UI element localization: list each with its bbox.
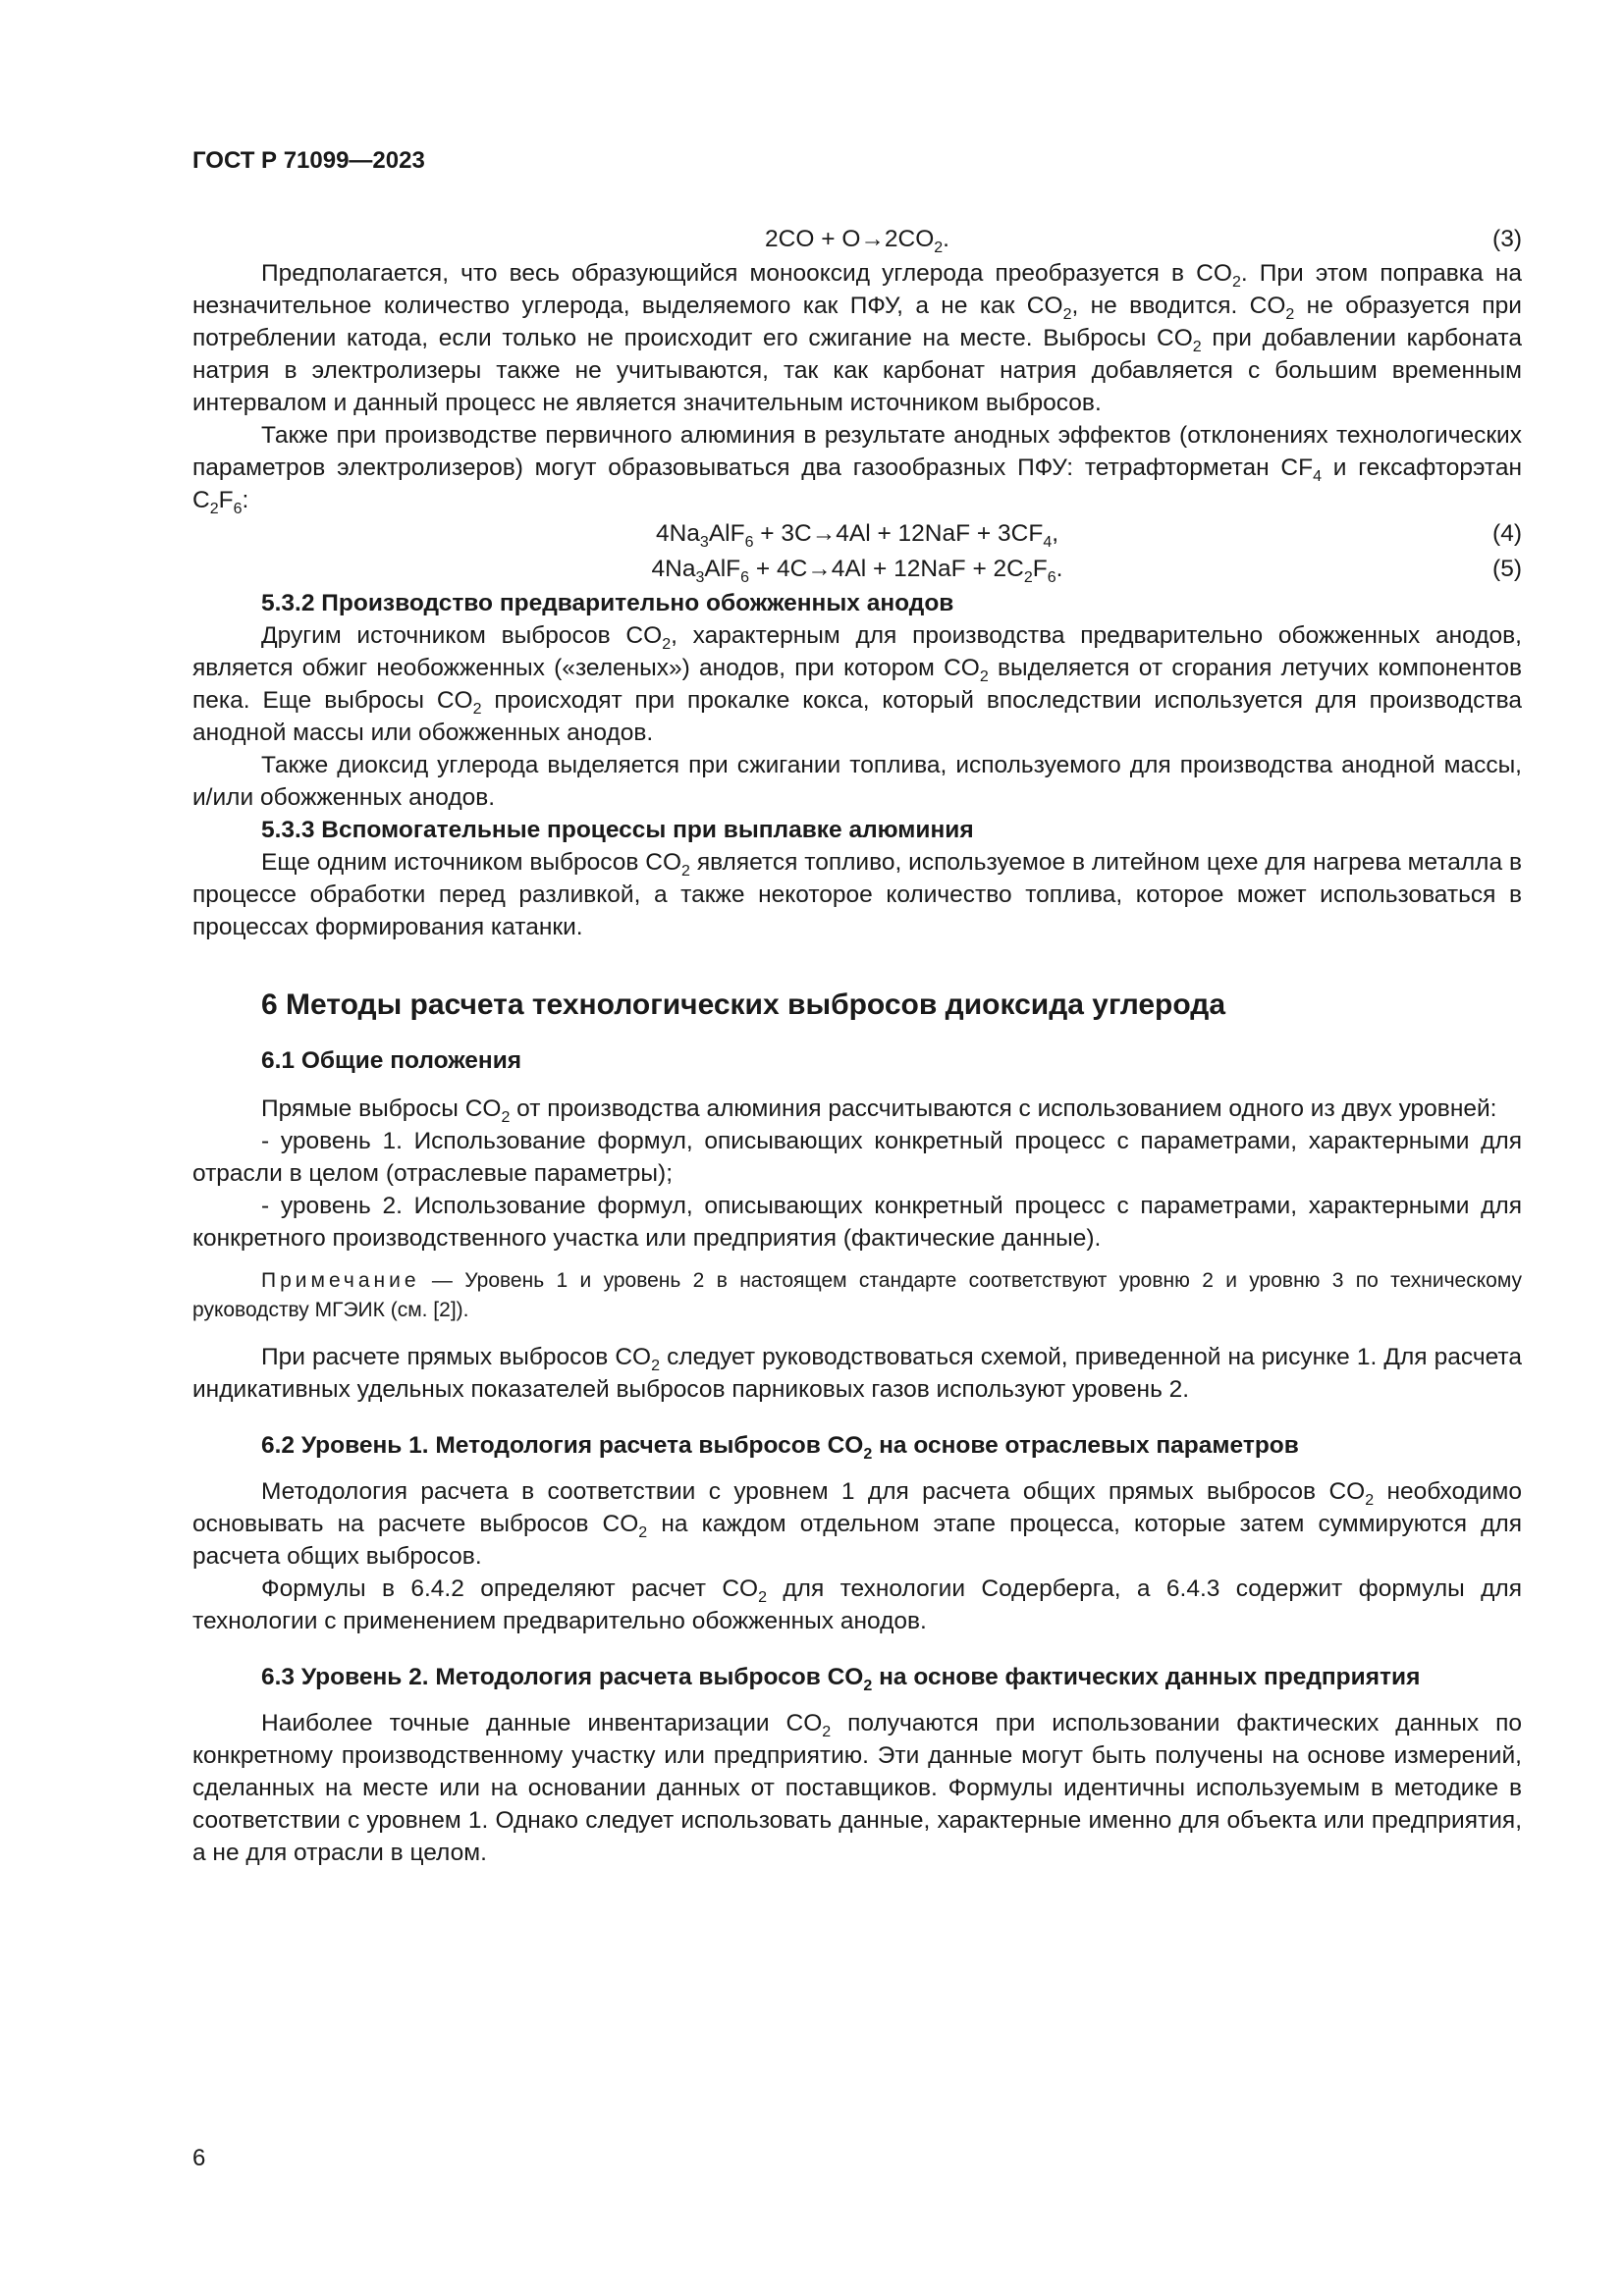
section-heading-6: 6 Методы расчета технологических выбросов диоксида углерода: [261, 988, 1226, 1021]
formula-number: (5): [1492, 556, 1522, 582]
paragraph: Также диоксид углерода выделяется при сжигании топлива, используемого для производства анодной массы, и/или обожженных анодов.: [192, 752, 1522, 811]
subsection-heading-5-3-3: 5.3.3 Вспомогательные процессы при выплавке алюминия: [261, 817, 974, 843]
paragraph: Другим источником выбросов $CO_2$, характерным для производства предварительно обожженных анодов, является обжиг необожженных («зеленых») анодов, при котором $CO_2$ выделяется от сгорания летучих компонентов пека. Еще выбросы $CO_2$ происходят при прокалке кокса, который впоследствии используется для производства анодной массы или обожженных анодов.: [192, 622, 1522, 746]
formula-expression: $4Na_3AlF_6 + 4C\to 4Al + 12NaF + 2C_2F_6$.: [651, 556, 1063, 586]
list-item: - уровень 2. Использование формул, описывающих конкретный процесс с параметрами, характерными для конкретного производственного участка или предприятия (фактические данные).: [192, 1193, 1522, 1252]
formula-number: (3): [1492, 226, 1522, 252]
formula-3: [192, 222, 1522, 257]
note-label: Примечание: [261, 1269, 420, 1292]
subsection-heading-5-3-2: 5.3.2 Производство предварительно обожженных анодов: [261, 590, 954, 616]
page-content: [192, 222, 1522, 1869]
subsection-heading-6-1: 6.1 Общие положения: [261, 1047, 522, 1074]
subsection-heading-6-2: 6.2 Уровень 1. Методология расчета выбросов $CO_2$ на основе отраслевых параметров: [261, 1432, 1299, 1463]
paragraph: Предполагается, что весь образующийся монооксид углерода преобразуется в $CO_2$. При этом поправка на незначительное количество углерода, выделяемого как ПФУ, а не как $CO_2$, не вводится. $CO_2$ не образуется при потреблении катода, если только не происходит его сжигание на месте. Выбросы $CO_2$ при добавлении карбоната натрия в электролизеры также не учитываются, так как карбонат натрия добавляется с большим временным интервалом и данный процесс не является значительным источником выбросов.: [192, 260, 1522, 416]
paragraph: Наиболее точные данные инвентаризации $CO_2$ получаются при использовании фактических данных по конкретному производственному участку или предприятию. Эти данные могут быть получены на основе измерений, сделанных на месте или на основании данных от поставщиков. Формулы идентичны используемым в методике в соответствии с уровнем 1. Однако следует использовать данные, характерные именно для объекта или предприятия, а не для отрасли в целом.: [192, 1710, 1522, 1866]
formula-number: (4): [1492, 520, 1522, 547]
document-header: ГОСТ Р 71099—2023: [192, 147, 425, 174]
formula-expression: $4Na_3AlF_6 + 3C\to 4Al + 12NaF + 3CF_4$,: [655, 520, 1059, 551]
list-item: - уровень 1. Использование формул, описывающих конкретный процесс с параметрами, характерными для отрасли в целом (отраслевые параметры);: [192, 1128, 1522, 1187]
paragraph: Прямые выбросы $CO_2$ от производства алюминия рассчитываются с использованием одного из двух уровней:: [261, 1095, 1497, 1126]
formula-expression: $2CO + O\to 2CO_2$.: [765, 226, 949, 256]
formula-5: [192, 552, 1522, 587]
subsection-heading-6-3: 6.3 Уровень 2. Методология расчета выбросов $CO_2$ на основе фактических данных предприятия: [261, 1664, 1421, 1694]
page-number: 6: [192, 2145, 206, 2171]
paragraph: Формулы в 6.4.2 определяют расчет $CO_2$ для технологии Содерберга, а 6.4.3 содержит формулы для технологии с применением предварительно обожженных анодов.: [192, 1575, 1522, 1634]
note: Примечание — Уровень 1 и уровень 2 в настоящем стандарте соответствуют уровню 2 и уровню 3 по техническому руководству МГЭИК (см. [2]).: [192, 1269, 1522, 1321]
paragraph: При расчете прямых выбросов $CO_2$ следует руководствоваться схемой, приведенной на рисунке 1. Для расчета индикативных удельных показателей выбросов парниковых газов используют уровень 2.: [192, 1344, 1522, 1403]
formula-4: [192, 516, 1522, 552]
paragraph: Также при производстве первичного алюминия в результате анодных эффектов (отклонениях технологических параметров электролизеров) могут образовываться два газообразных ПФУ: тетрафторметан $CF_4$ и гексафторэтан $C_2F_6$:: [192, 422, 1523, 517]
paragraph: Еще одним источником выбросов $CO_2$ является топливо, используемое в литейном цехе для нагрева металла в процессе обработки перед разливкой, а также некоторое количество топлива, которое может использоваться в процессах формирования катанки.: [192, 849, 1522, 940]
paragraph: Методология расчета в соответствии с уровнем 1 для расчета общих прямых выбросов $CO_2$ необходимо основывать на расчете выбросов $CO_2$ на каждом отдельном этапе процесса, которые затем суммируются для расчета общих выбросов.: [192, 1478, 1522, 1570]
